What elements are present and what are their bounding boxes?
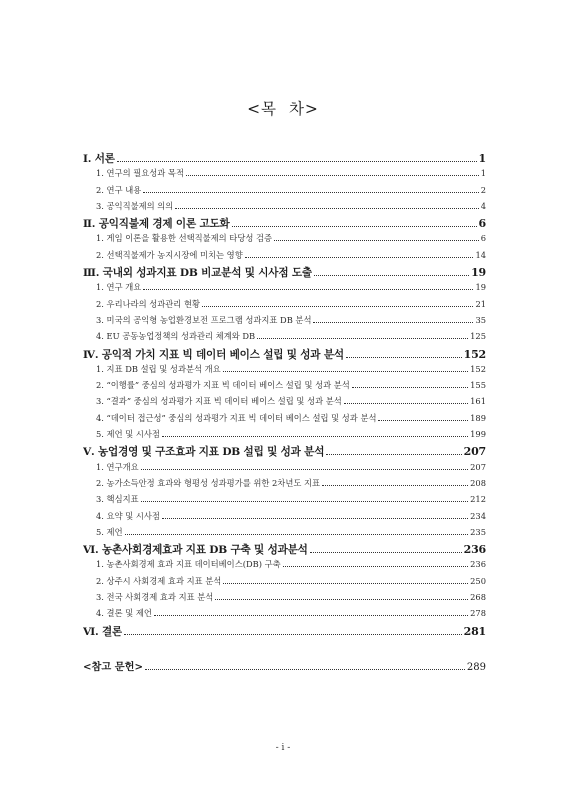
leader-dots [202,306,473,307]
toc-section[interactable] [83,575,486,591]
table-of-contents [83,151,486,674]
toc-section-label: 4. 결론 및 제언 [96,608,152,619]
leader-dots [274,240,479,241]
toc-section-label: 2. 농가소득안정 효과와 형평성 성과평가를 위한 2차년도 지표 [96,477,321,488]
toc-section[interactable] [83,330,486,346]
leader-dots [283,566,469,567]
toc-section-label: 3. 핵심지표 [96,494,139,505]
toc-chapter[interactable] [83,151,486,167]
spacer [83,640,486,658]
leader-dots [257,338,468,339]
toc-chapter-page-number: 152 [463,347,486,361]
toc-chapter[interactable] [83,216,486,232]
toc-chapter[interactable] [83,444,486,460]
leader-dots [162,518,468,519]
leader-dots [117,161,477,162]
leader-dots [175,208,478,209]
toc-section-label: 1. 농촌사회경제 효과 지표 데이터베이스(DB) 구축 [96,559,281,570]
leader-dots [346,357,462,358]
leader-dots [124,634,462,635]
toc-chapter-label: Ⅱ. 공익직불제 경제 이론 고도화 [83,218,230,231]
leader-dots [314,275,469,276]
toc-section-page-number: 19 [475,282,486,293]
toc-section-page-number: 161 [470,396,486,407]
toc-section-page-number: 14 [475,249,486,260]
toc-chapter-label: Ⅲ. 국내외 성과지표 DB 비교분석 및 시사점 도출 [83,267,312,280]
toc-section-page-number: 235 [470,526,486,537]
leader-dots [154,615,468,616]
toc-section-label: 3. 공익직불제의 의의 [96,200,174,211]
toc-chapter[interactable] [83,347,486,363]
toc-section[interactable] [83,412,486,428]
toc-chapter-page-number: 19 [471,266,486,280]
toc-section-page-number: 4 [480,200,486,211]
toc-section[interactable] [83,591,486,607]
toc-section-page-number: 250 [470,575,486,586]
toc-chapter-label: Ⅵ. 결론 [83,625,123,638]
toc-section[interactable] [83,314,486,330]
toc-section-label: 5. 제언 [96,526,123,537]
toc-section-label: 1. 연구개요 [96,461,139,472]
toc-chapter-label: Ⅵ. 농촌사회경제효과 지표 DB 구축 및 성과분석 [83,544,308,557]
toc-section-label: 4. EU 공동농업정책의 성과관리 체계와 DB [96,331,256,342]
leader-dots [141,469,469,470]
toc-chapter-page-number: 236 [463,543,486,557]
toc-section[interactable] [83,249,486,265]
toc-section-page-number: 207 [470,461,486,472]
leader-dots [232,226,477,227]
toc-section-label: 3. “결과” 중심의 성과평가 지표 빅 데이터 베이스 설립 및 성과 분석 [96,396,342,407]
toc-section-label: 2. 연구 내용 [96,184,142,195]
toc-chapter[interactable] [83,265,486,281]
toc-section[interactable] [83,558,486,574]
toc-section-page-number: 35 [475,314,486,325]
page-number: - i - [275,743,291,753]
toc-section[interactable] [83,363,486,379]
leader-dots [162,436,468,437]
toc-section[interactable] [83,461,486,477]
toc-section[interactable] [83,232,486,248]
toc-section-page-number: 189 [470,412,486,423]
toc-section-page-number: 199 [470,429,486,440]
toc-section[interactable] [83,395,486,411]
toc-section-page-number: 278 [470,608,486,619]
toc-chapter[interactable] [83,624,486,640]
toc-section-label: 1. 게임 이론을 활용한 선택직불제의 타당성 검증 [96,233,273,244]
toc-section[interactable] [83,526,486,542]
toc-section[interactable] [83,477,486,493]
toc-section-page-number: 6 [480,233,486,244]
toc-section-label: 2. 우리나라의 성과관리 현황 [96,298,200,309]
toc-section-page-number: 236 [470,559,486,570]
leader-dots [215,599,468,600]
toc-references[interactable] [83,658,486,674]
toc-section-label: 3. 전국 사회경제 효과 지표 분석 [96,592,214,603]
leader-dots [125,534,469,535]
toc-section-label: 1. 연구 개요 [96,282,142,293]
leader-dots [223,371,469,372]
leader-dots [378,420,468,421]
leader-dots [145,669,465,670]
toc-section-label: 1. 지표 DB 설립 및 성과분석 개요 [96,363,221,374]
toc-section-page-number: 152 [470,363,486,374]
toc-references-label: <참고 문헌> [83,660,143,673]
toc-section-label: 2. 상주시 사회경제 효과 지표 분석 [96,575,222,586]
leader-dots [141,501,469,502]
toc-chapter-page-number: 1 [478,152,486,165]
toc-section[interactable] [83,298,486,314]
toc-section-page-number: 2 [480,184,486,195]
toc-section-page-number: 21 [475,298,486,309]
leader-dots [310,552,462,553]
leader-dots [326,454,461,455]
toc-section-label: 2. 선택직불제가 농지시장에 미치는 영향 [96,249,243,260]
toc-section[interactable] [83,167,486,183]
toc-section-page-number: 1 [480,168,486,179]
toc-section-label: 4. 요약 및 시사점 [96,510,160,521]
leader-dots [245,257,474,258]
toc-chapter-label: Ⅰ. 서론 [83,153,115,165]
toc-section[interactable] [83,428,486,444]
toc-section[interactable] [83,379,486,395]
toc-chapter-label: Ⅳ. 공익적 가치 지표 빅 데이터 베이스 설립 및 성과 분석 [83,348,344,361]
toc-section[interactable] [83,200,486,216]
toc-section-page-number: 268 [470,592,486,603]
toc-references-page-number: 289 [466,661,486,673]
leader-dots [143,192,478,193]
toc-section-label: 5. 제언 및 시사점 [96,429,160,440]
leader-dots [352,387,468,388]
toc-section-page-number: 125 [470,331,486,342]
toc-chapter-page-number: 281 [463,624,486,638]
toc-section-page-number: 212 [470,494,486,505]
toc-section-label: 2. “이행률” 중심의 성과평가 지표 빅 데이터 베이스 설립 및 성과 분석 [96,380,350,391]
leader-dots [223,583,468,584]
toc-section-label: 4. “데이터 접근성” 중심의 성과평가 지표 빅 데이터 베이스 설립 및 성과 분석 [96,412,377,423]
leader-dots [322,485,468,486]
toc-section-label: 1. 연구의 필요성과 목적 [96,168,184,179]
toc-chapter[interactable] [83,542,486,558]
toc-section[interactable] [83,281,486,297]
toc-section[interactable] [83,493,486,509]
toc-section[interactable] [83,510,486,526]
leader-dots [313,322,473,323]
toc-section-label: 3. 미국의 공익형 농업환경보전 프로그램 성과지표 DB 분석 [96,314,312,325]
toc-chapter-page-number: 207 [463,445,486,459]
leader-dots [344,403,468,404]
toc-section[interactable] [83,607,486,623]
leader-dots [143,289,473,290]
toc-chapter-label: Ⅴ. 농업경영 및 구조효과 지표 DB 설립 및 성과 분석 [83,446,325,459]
toc-section-page-number: 208 [470,477,486,488]
toc-section-page-number: 234 [470,510,486,521]
leader-dots [186,175,479,176]
toc-section-page-number: 155 [470,380,486,391]
toc-section[interactable] [83,184,486,200]
toc-chapter-page-number: 6 [478,217,486,231]
page-title: <목 차> [247,100,319,118]
